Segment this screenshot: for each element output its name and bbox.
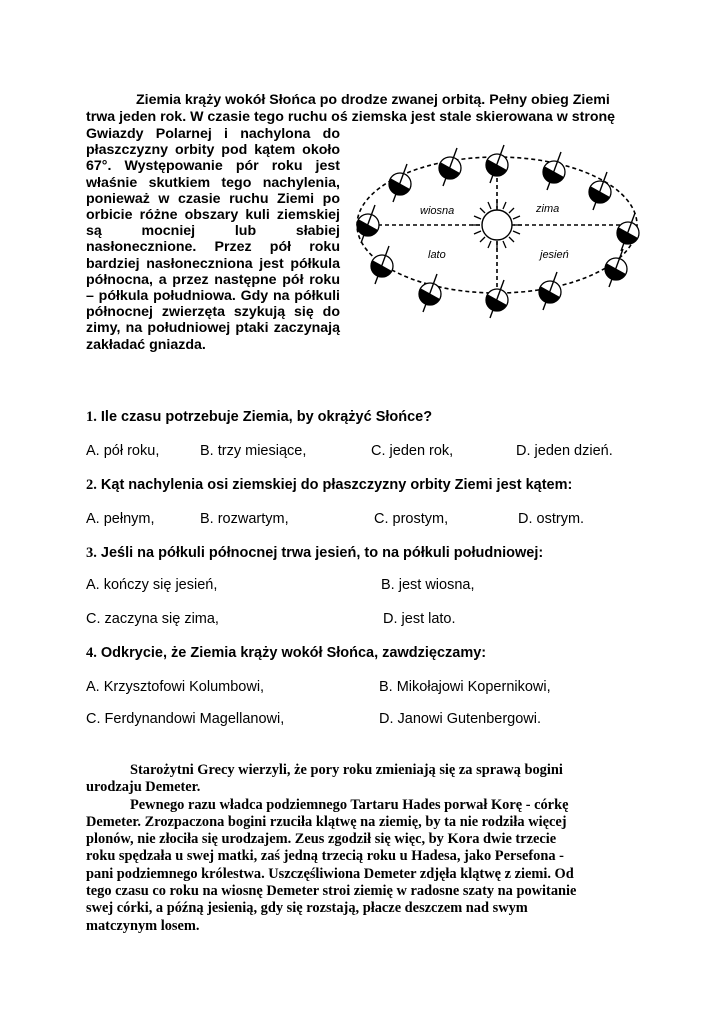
earth-globe-icon — [585, 172, 611, 210]
q4-option-b: B. Mikołajowi Kopernikowi, — [379, 679, 551, 695]
earth-globe-icon — [353, 205, 379, 243]
earth-globe-icon — [415, 274, 441, 312]
story-paragraph-2: Pewnego razu władca podziemnego Tartaru Hades porwał Korę - córkę Demeter. Zrozpaczona bogini rzuciła klątwę na ziemię, by ta nie rodziła więcej plonów, nie złociła się urodzajem. Zeus zgodził się więc, by Kora dwie trzecie roku spędzała u swej matki, zaś jedną trzecią roku u Hadesa, jako Persefona - pani podziemnego królestwa. Uszczęśliwiona Demeter zdjęła klątwę z ziemi. Od tego czasu co roku na wiosnę Demeter stroi ziemię w radosne szaty na powitanie swej córki, a późną jesienią, gdy się rozstają, płacze deszczem nad swym matczynym losem. — [86, 796, 577, 934]
question-text: Kąt nachylenia osi ziemskiej do płaszczyzny orbity Ziemi jest kątem: — [100, 477, 573, 493]
q2-option-b: B. rozwartym, — [200, 511, 289, 527]
myth-story — [86, 762, 586, 935]
intro-heading-lines — [86, 92, 634, 126]
intro-line-1: Ziemia krąży wokół Słońca po drodze zwanej orbitą. Pełny obieg Ziemi — [136, 92, 610, 108]
question-3 — [86, 545, 543, 562]
question-number: 4. — [86, 645, 97, 661]
earth-globe-icon — [613, 213, 639, 251]
q2-option-d: D. ostrym. — [518, 511, 585, 527]
q2-option-c: C. prostym, — [374, 511, 449, 527]
question-text: Jeśli na półkuli północnej trwa jesień, to na półkuli południowej: — [100, 545, 544, 561]
sun-icon — [472, 200, 522, 250]
intro-column-text: Gwiazdy Polarnej i nachylona do płaszczyzny orbity pod kątem około 67°. Występowanie pór roku jest właśnie skutkiem tego nachylenia, ponieważ w czasie ruchu Ziemi po orbicie różne obszary kuli ziemskiej są mocniej lub słabiej nasłonecznione. Przez pół roku bardziej nasłoneczniona jest półkula północna, a przez następne pół roku – półkula południowa. Gdy na półkuli północnej zwierzęta szykują się do zimy, na południowej ptaki zaczynają zakładać gniazda. — [86, 126, 340, 353]
earth-globe-icon — [482, 145, 508, 183]
question-4 — [86, 645, 486, 662]
earth-globe-icon — [367, 246, 393, 284]
q3-option-a: A. kończy się jesień, — [86, 577, 218, 593]
question-number: 3. — [86, 545, 97, 561]
q4-option-a: A. Krzysztofowi Kolumbowi, — [86, 679, 265, 695]
earth-globe-icon — [539, 152, 565, 190]
earth-globe-icon — [601, 249, 627, 287]
q3-option-c: C. zaczyna się zima, — [86, 611, 219, 627]
story-paragraph-1: Starożytni Grecy wierzyli, że pory roku zmieniają się za sprawą bogini urodzaju Demeter. — [86, 762, 563, 796]
season-label-zima: zima — [536, 203, 560, 215]
orbit-diagram — [340, 122, 660, 327]
q3-option-b: B. jest wiosna, — [381, 577, 475, 593]
q4-option-c: C. Ferdynandowi Magellanowi, — [86, 711, 285, 727]
q4-option-d: D. Janowi Gutenbergowi. — [379, 711, 541, 727]
q1-option-d: D. jeden dzień. — [516, 443, 613, 459]
season-label-lato: lato — [428, 249, 446, 261]
question-2 — [86, 477, 572, 494]
q1-option-b: B. trzy miesiące, — [200, 443, 307, 459]
intro-line-2: trwa jeden rok. W czasie tego ruchu oś ziemska jest stale skierowana w stronę — [86, 109, 616, 125]
question-number: 2. — [86, 477, 97, 493]
question-text: Odkrycie, że Ziemia krąży wokół Słońca, zawdzięczamy: — [100, 645, 487, 661]
earth-globe-icon — [535, 272, 561, 310]
q1-option-c: C. jeden rok, — [371, 443, 454, 459]
earth-globe-icon — [482, 280, 508, 318]
season-label-wiosna: wiosna — [420, 205, 455, 217]
q3-option-d: D. jest lato. — [383, 611, 456, 627]
q2-option-a: A. pełnym, — [86, 511, 155, 527]
question-1 — [86, 409, 432, 426]
earth-globe-icon — [385, 164, 411, 202]
earth-globe-icon — [435, 148, 461, 186]
q1-option-a: A. pół roku, — [86, 443, 160, 459]
question-number: 1. — [86, 409, 97, 425]
season-label-jesien: jesień — [540, 249, 569, 261]
question-text: Ile czasu potrzebuje Ziemia, by okrążyć Słońce? — [100, 409, 433, 425]
